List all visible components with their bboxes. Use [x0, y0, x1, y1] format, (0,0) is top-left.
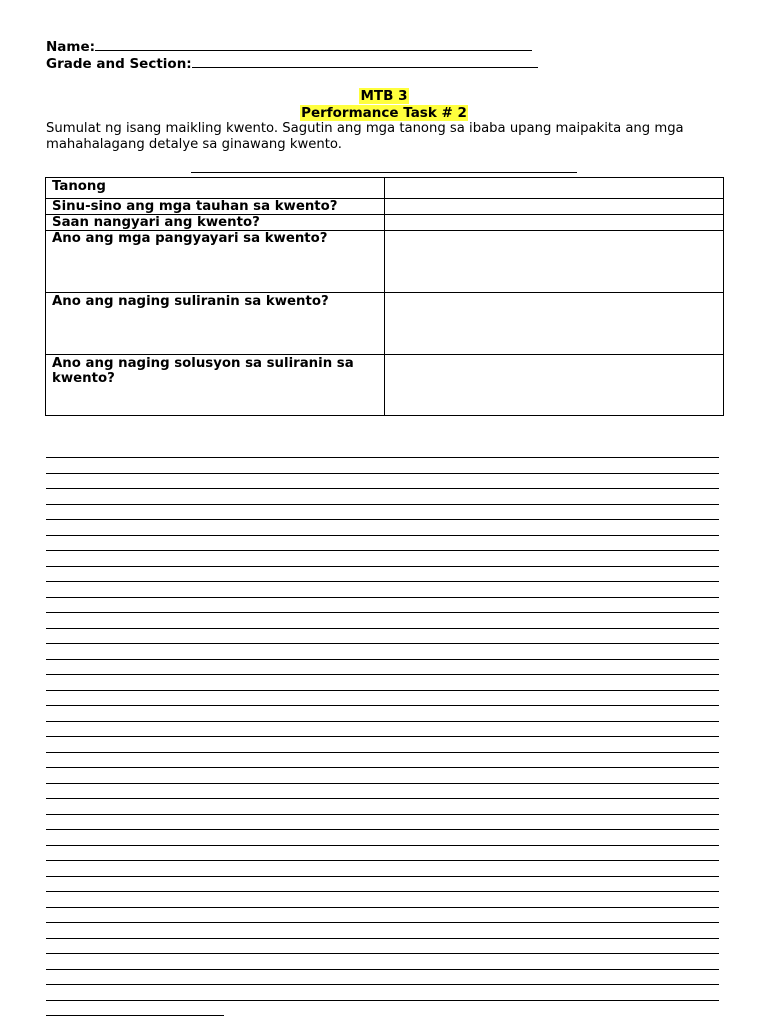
writing-line[interactable]: [46, 457, 719, 473]
writing-line[interactable]: [46, 488, 719, 504]
writing-line[interactable]: [46, 752, 719, 768]
writing-line[interactable]: [46, 767, 719, 783]
writing-area[interactable]: [46, 457, 719, 1031]
writing-line[interactable]: [46, 705, 719, 721]
subject-title-text: MTB 3: [360, 88, 408, 104]
writing-line[interactable]: [46, 581, 719, 597]
answer-cell[interactable]: [385, 178, 724, 199]
writing-line[interactable]: [46, 628, 719, 644]
writing-line[interactable]: [46, 690, 719, 706]
writing-line[interactable]: [46, 1015, 224, 1031]
grade-section-blank[interactable]: [192, 55, 538, 68]
writing-line[interactable]: [46, 845, 719, 861]
question-cell: Sinu-sino ang mga tauhan sa kwento?: [46, 199, 385, 215]
writing-line[interactable]: [46, 612, 719, 628]
writing-line[interactable]: [46, 659, 719, 675]
table-row: [46, 293, 724, 355]
writing-line[interactable]: [46, 504, 719, 520]
answer-cell[interactable]: [385, 215, 724, 231]
questions-table: [45, 177, 724, 416]
writing-line[interactable]: [46, 953, 719, 969]
writing-line[interactable]: [46, 1000, 719, 1016]
question-cell: Saan nangyari ang kwento?: [46, 215, 385, 231]
question-cell: Ano ang naging solusyon sa suliranin sa kwento?: [46, 355, 385, 416]
table-row: [46, 199, 724, 215]
name-blank[interactable]: [95, 38, 532, 51]
answer-cell[interactable]: [385, 231, 724, 293]
writing-line[interactable]: [46, 814, 719, 830]
instructions-text: Sumulat ng isang maikling kwento. Sagutin ang mga tanong sa ibaba upang maipakita ang mga mahahalagang detalye sa ginawang kwento.: [46, 121, 684, 152]
writing-line[interactable]: [46, 550, 719, 566]
writing-line[interactable]: [46, 860, 719, 876]
grade-section-field[interactable]: [46, 55, 538, 73]
grade-section-label: Grade and Section:: [46, 56, 192, 72]
story-title-blank[interactable]: [191, 172, 577, 173]
writing-line[interactable]: [46, 674, 719, 690]
task-title: [0, 105, 768, 121]
writing-line[interactable]: [46, 597, 719, 613]
task-title-text: Performance Task # 2: [301, 105, 467, 121]
writing-line[interactable]: [46, 736, 719, 752]
writing-line[interactable]: [46, 643, 719, 659]
writing-line[interactable]: [46, 721, 719, 737]
writing-line[interactable]: [46, 798, 719, 814]
name-field[interactable]: [46, 38, 532, 56]
table-row: [46, 355, 724, 416]
name-label: Name:: [46, 39, 96, 55]
answer-cell[interactable]: [385, 293, 724, 355]
table-row: [46, 215, 724, 231]
table-row: [46, 231, 724, 293]
writing-line[interactable]: [46, 938, 719, 954]
question-cell: Ano ang mga pangyayari sa kwento?: [46, 231, 385, 293]
writing-line[interactable]: [46, 969, 719, 985]
writing-line[interactable]: [46, 891, 719, 907]
answer-cell[interactable]: [385, 199, 724, 215]
writing-line[interactable]: [46, 876, 719, 892]
table-header-cell: Tanong: [46, 178, 385, 199]
writing-line[interactable]: [46, 535, 719, 551]
writing-line[interactable]: [46, 829, 719, 845]
writing-line[interactable]: [46, 473, 719, 489]
writing-line[interactable]: [46, 984, 719, 1000]
table-header-row: [46, 178, 724, 199]
answer-cell[interactable]: [385, 355, 724, 416]
writing-line[interactable]: [46, 783, 719, 799]
subject-title: [0, 88, 768, 104]
writing-line[interactable]: [46, 907, 719, 923]
writing-line[interactable]: [46, 519, 719, 535]
question-cell: Ano ang naging suliranin sa kwento?: [46, 293, 385, 355]
writing-line[interactable]: [46, 922, 719, 938]
writing-line[interactable]: [46, 566, 719, 582]
